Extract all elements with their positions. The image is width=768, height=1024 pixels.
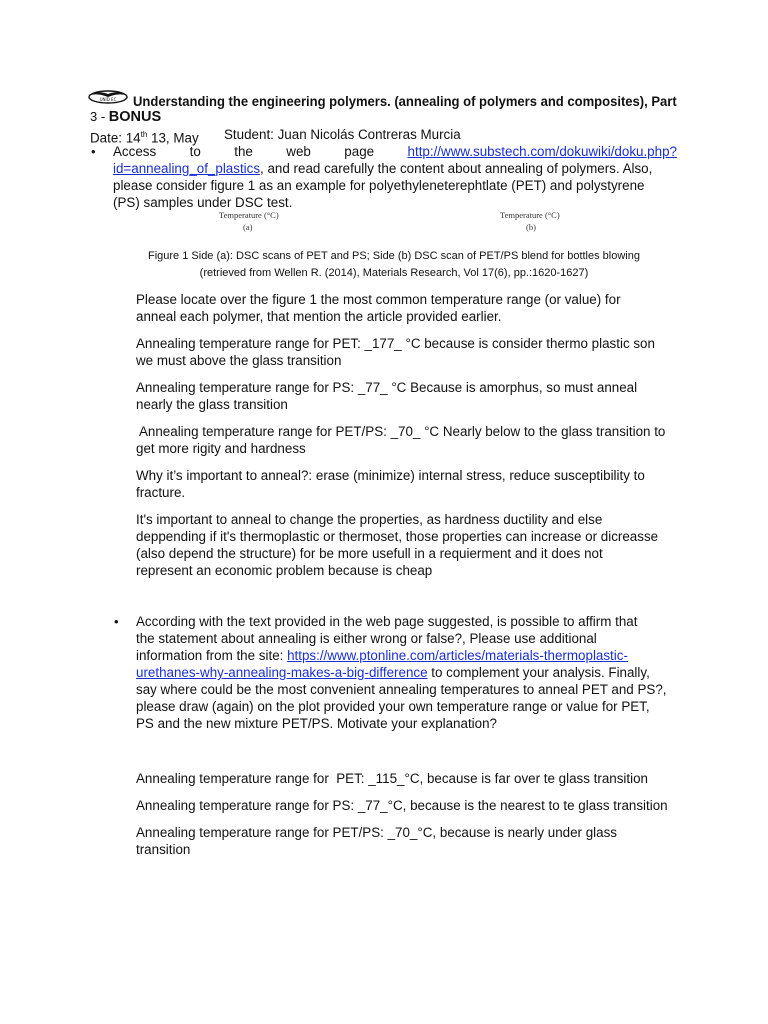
bullet2-line4 — [136, 664, 650, 681]
bullet2-line5: say where could be the most convenient annealing temperatures to anneal PET and PS?, — [136, 682, 667, 697]
importance-line2: deppending if it's thermoplastic or thermoset, those properties can increase or dicreasse — [136, 529, 659, 544]
bonus-label: BONUS — [108, 109, 162, 125]
date-superscript: th — [140, 130, 148, 139]
date-rest: 13, May — [147, 130, 199, 146]
bullet2-line4-text: to complement your analysis. Finally, — [427, 665, 650, 680]
bullet1-line2 — [113, 160, 652, 177]
document-title: Understanding the engineering polymers. (annealing of polymers and composites), Part — [133, 94, 677, 109]
pet-answer-line2: we must above the glass transition — [136, 353, 342, 368]
bullet2-line7: PS and the new mixture PET/PS. Motivate your explanation? — [136, 716, 497, 731]
axis-a-sublabel: (a) — [243, 222, 253, 232]
figure-caption-line1: Figure 1 Side (a): DSC scans of PET and PS; Side (b) DSC scan of PET/PS blend for bottles blowing — [148, 250, 640, 262]
bullet2-line6: please draw (again) on the plot provided your own temperature range or value for PET, — [136, 699, 650, 714]
ptonline-link-part2[interactable]: urethanes-why-annealing-makes-a-big-difference — [136, 665, 428, 680]
axis-b-sublabel: (b) — [526, 222, 536, 232]
blend-answer-line1: Annealing temperature range for PET/PS: _70_ °C Nearly below to the glass transition to — [136, 424, 666, 439]
importance-line1: It's important to anneal to change the properties, as hardness ductility and else — [136, 512, 603, 527]
title-part-line — [90, 108, 161, 126]
bullet2-line2: the statement about annealing is either wrong or false?, Please use additional — [136, 631, 597, 646]
bullet1-line3: please consider figure 1 as an example for polyethyleneterephtlate (PET) and polystyrene — [113, 178, 645, 193]
word-to: to — [189, 144, 201, 159]
figure-caption-line2: (retrieved from Wellen R. (2014), Materials Research, Vol 17(6), pp.:1620-1627) — [199, 267, 589, 279]
word-web: web — [286, 144, 311, 159]
bullet-marker: • — [91, 144, 96, 159]
word-the: the — [234, 144, 253, 159]
bullet1-line4: (PS) samples under DSC test. — [113, 195, 293, 210]
why-answer-line2: fracture. — [136, 485, 186, 500]
axis-a-label: Temperature (°C) — [219, 210, 279, 220]
eagle-crest-logo — [88, 90, 128, 104]
bullet2-line3-text: information from the site: — [136, 648, 288, 663]
bullet1-line2-text: , and read carefully the content about annealing of polymers. Also, — [260, 161, 653, 176]
word-access: Access — [113, 144, 157, 159]
ptonline-link-part1[interactable]: https://www.ptonline.com/articles/materials-thermoplastic- — [287, 648, 628, 663]
why-answer-line1: Why it’s important to anneal?: erase (minimize) internal stress, reduce susceptibility to — [136, 468, 645, 483]
question-line2: anneal each polymer, that mention the article provided earlier. — [136, 309, 502, 324]
axis-b-label: Temperature (°C) — [500, 210, 560, 220]
svg-text:UNID EC: UNID EC — [99, 97, 117, 102]
title-part-number: 3 - — [90, 109, 106, 124]
word-page: page — [344, 144, 375, 159]
pet-answer-line1: Annealing temperature range for PET: _177_ °C because is consider thermo plastic son — [136, 336, 655, 351]
blend-answer2-line1: Annealing temperature range for PET/PS: _70_°C, because is nearly under glass — [136, 825, 617, 840]
ps-answer-line1: Annealing temperature range for PS: _77_ °C Because is amorphus, so must anneal — [136, 380, 638, 395]
importance-line4: represent an economic problem because is cheap — [136, 563, 433, 578]
bullet2-line3 — [136, 647, 628, 664]
blend-answer-line2: get more rigity and hardness — [136, 441, 306, 456]
student-name: Student: Juan Nicolás Contreras Murcia — [224, 127, 461, 142]
substech-link-part2[interactable]: id=annealing_of_plastics — [113, 161, 261, 176]
question-line1: Please locate over the figure 1 the most common temperature range (or value) for — [136, 292, 621, 307]
substech-link-part1[interactable]: http://www.substech.com/dokuwiki/doku.php? — [407, 144, 677, 159]
ps-answer2: Annealing temperature range for PS: _77_°C, because is the nearest to te glass transition — [136, 798, 668, 813]
bullet1-line1 — [113, 143, 677, 160]
pet-answer2: Annealing temperature range for PET: _115_°C, because is far over te glass transition — [136, 771, 649, 786]
ps-answer-line2: nearly the glass transition — [136, 397, 288, 412]
date-label: Date: 14 — [90, 130, 141, 146]
bullet2-line1: According with the text provided in the web page suggested, is possible to affirm that — [136, 614, 638, 629]
importance-line3: (also depend the structure) for be more usefull in a requierment and it does not — [136, 546, 603, 561]
blend-answer2-line2: transition — [136, 842, 191, 857]
bullet-marker-2: • — [114, 614, 119, 629]
